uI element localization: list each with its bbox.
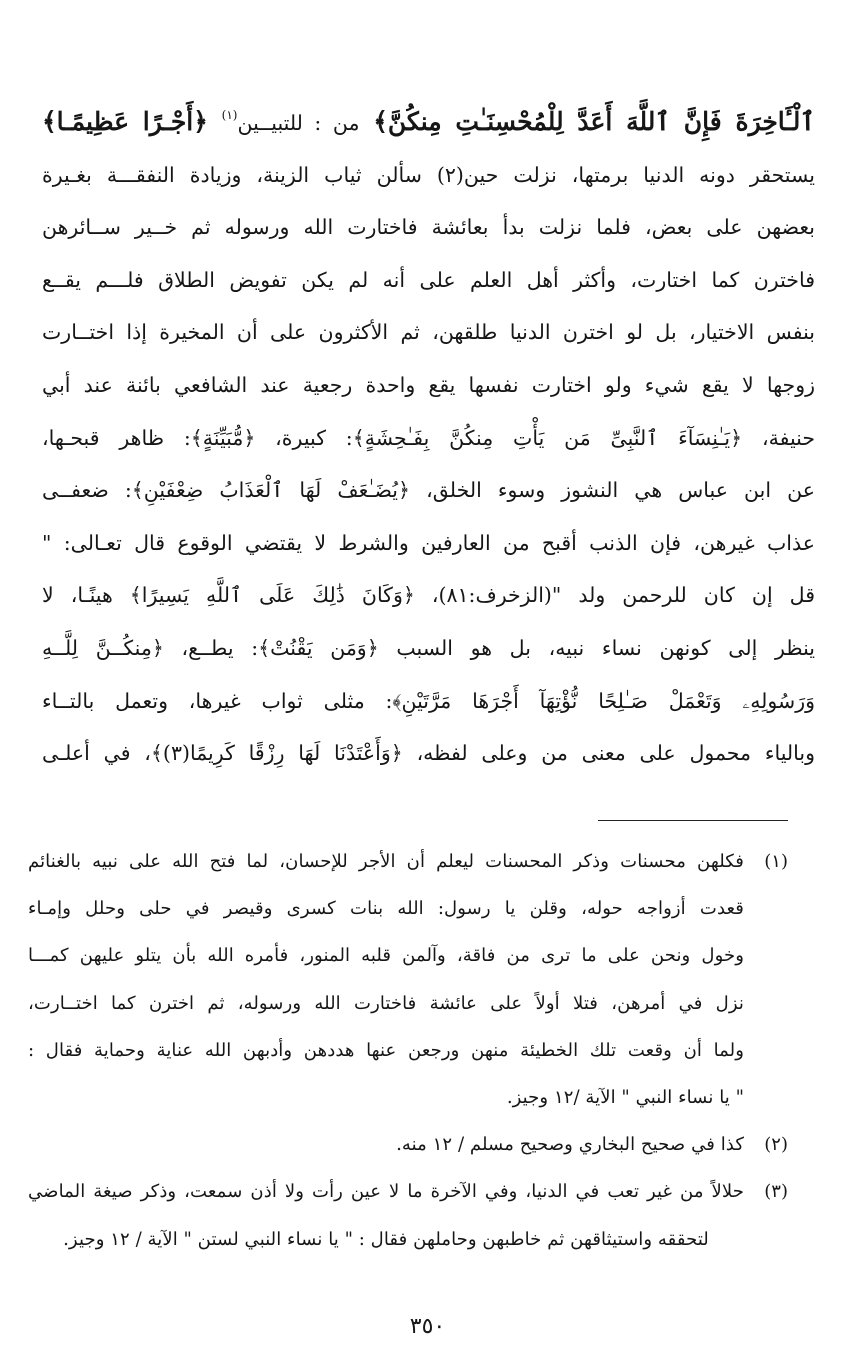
footnote-line: نزل في أمرهن، فتلا أولاً على عائشة فاختارت الله ورسوله، ثم اخترن كما اختــارت، <box>28 992 744 1014</box>
footnote-separator <box>598 820 788 821</box>
footnote <box>28 1121 788 1168</box>
footnote-line: قعدت أزواجه حوله، وقلن يا رسول: الله بنات كسرى وقيصر في حلى وحلل وإمـاء <box>28 898 744 920</box>
text-line: قل إن كان للرحمن ولد "(الزخرف:٨١)، ﴿وَكَانَ ذَٰلِكَ عَلَى ٱللَّهِ يَسِيرًا﴾ هينًـا، لا <box>42 583 815 608</box>
footnote <box>28 838 788 1121</box>
footnotes <box>28 838 788 1263</box>
text-line: عن ابن عباس هي النشوز وسوء الخلق، ﴿يُضَـٰعَفْ لَهَا ٱلْعَذَابُ ضِعْفَيْنِ﴾: ضعفــى <box>42 478 815 503</box>
main-text <box>42 96 815 780</box>
text-line: وبالياء محمول على معنى من وعلى لفظه، ﴿وَأَعْتَدْنَا لَهَا رِزْقًا كَرِيمًا(٣)﴾، في أعلـى <box>42 741 815 766</box>
quran-verse: ٱلْـَٔاخِرَةَ <box>721 107 815 136</box>
footnote-number: (٣) <box>764 1181 788 1203</box>
quran-verse: فَإِنَّ ٱللَّهَ أَعَدَّ لِلْمُحْسِنَـٰتِ مِنكُنَّ <box>387 107 722 136</box>
text-line: ٱلْـَٔاخِرَةَ فَإِنَّ ٱللَّهَ أَعَدَّ لِلْمُحْسِنَـٰتِ مِنكُنَّ﴾ من : للتبيــين$^{(١)}$ ﴿أَجْـرًا عَظِيمًـا﴾ <box>42 107 815 136</box>
text-line: وَرَسُولِهِۦ وَتَعْمَلْ صَـٰلِحًا نُّؤْتِهَآ أَجْرَهَا مَرَّتَيْنِ﴾: مثلى ثواب غيرها، وتعمل بالتــاء <box>42 688 815 713</box>
footnote-line: وخول ونحن على ما ترى من فاقة، وآلمن قلبه المنور، فأمره الله بأن يتلو عليهن كمـــا <box>28 945 744 967</box>
text-line: زوجها لا يقع شيء ولو اختارت نفسها يقع واحدة رجعية عند الشافعي بائنة عند أبي <box>42 372 815 397</box>
footnote-number: (١) <box>764 851 788 872</box>
text-line: ينظر إلى كونهن نساء نبيه، بل هو السبب ﴿وَمَن يَقْنُتْ﴾: يطــع، ﴿مِنكُــنَّ لِلَّــهِ <box>42 635 815 660</box>
footnote-line: لتحققه واستيثاقهن ثم خاطبهن وحاملهن فقال : " يا نساء النبي لستن " الآية / ١٢ وجيز. <box>63 1228 709 1250</box>
text-line: فاخترن كما اختارت، وأكثر أهل العلم على أنه لم يكن تفويض الطلاق فلـــم يقــع <box>42 267 815 292</box>
text-line: عذاب غيرهن، فإن الذنب أقبح من العارفين والشرط لا يقتضي الوقوع قال تعـالى: " <box>42 530 815 555</box>
page-number: ٣٥٠ <box>409 1314 446 1339</box>
footnote-line: " يا نساء النبي " الآية /١٢ وجيز. <box>506 1086 744 1108</box>
footnote-number: (٢) <box>764 1134 788 1156</box>
text-line: حنيفة، ﴿يَـٰنِسَآءَ ٱلنَّبِىِّ مَن يَأْتِ مِنكُنَّ بِفَـٰحِشَةٍ﴾: كبيرة، ﴿مُّبَيِّنَةٍ﴾: ظاهر قبحـها، <box>42 425 815 450</box>
footnote-line: فكلهن محسنات وذكر المحسنات ليعلم أن الأجر للإحسان، لما فتح الله على نبيه بالغنائم <box>28 851 744 872</box>
footnote-ref: (١) <box>221 108 238 122</box>
footnote <box>28 1168 788 1262</box>
footnote-line: ولما أن وقعت تلك الخطيئة منهن ورجعن عنها هددهن وأدبهن الله عناية وحماية فقال : <box>28 1039 744 1061</box>
text-line: بنفس الاختيار، بل لو اخترن الدنيا طلقهن، ثم الأكثرون على أن المخيرة إذا اختــارت <box>42 320 815 345</box>
footnote-line: حلالاً من غير تعب في الدنيا، وفي الآخرة ما لا عين رأت ولا أذن سمعت، وذكر صيغة الماضي <box>28 1181 744 1203</box>
footnote-line: كذا في صحيح البخاري وصحيح مسلم / ١٢ منه. <box>396 1134 744 1156</box>
quran-verse: أَجْـرًا عَظِيمًـا <box>56 107 194 136</box>
text-line: بعضهن على بعض، فلما نزلت بدأ بعائشة فاختارت الله ورسوله ثم خــير ســائرهن <box>42 215 815 240</box>
text-line: يستحقر دونه الدنيا برمتها، نزلت حين(٢) سألن ثياب الزينة، وزيادة النفقـــة بغـيرة <box>42 162 815 187</box>
